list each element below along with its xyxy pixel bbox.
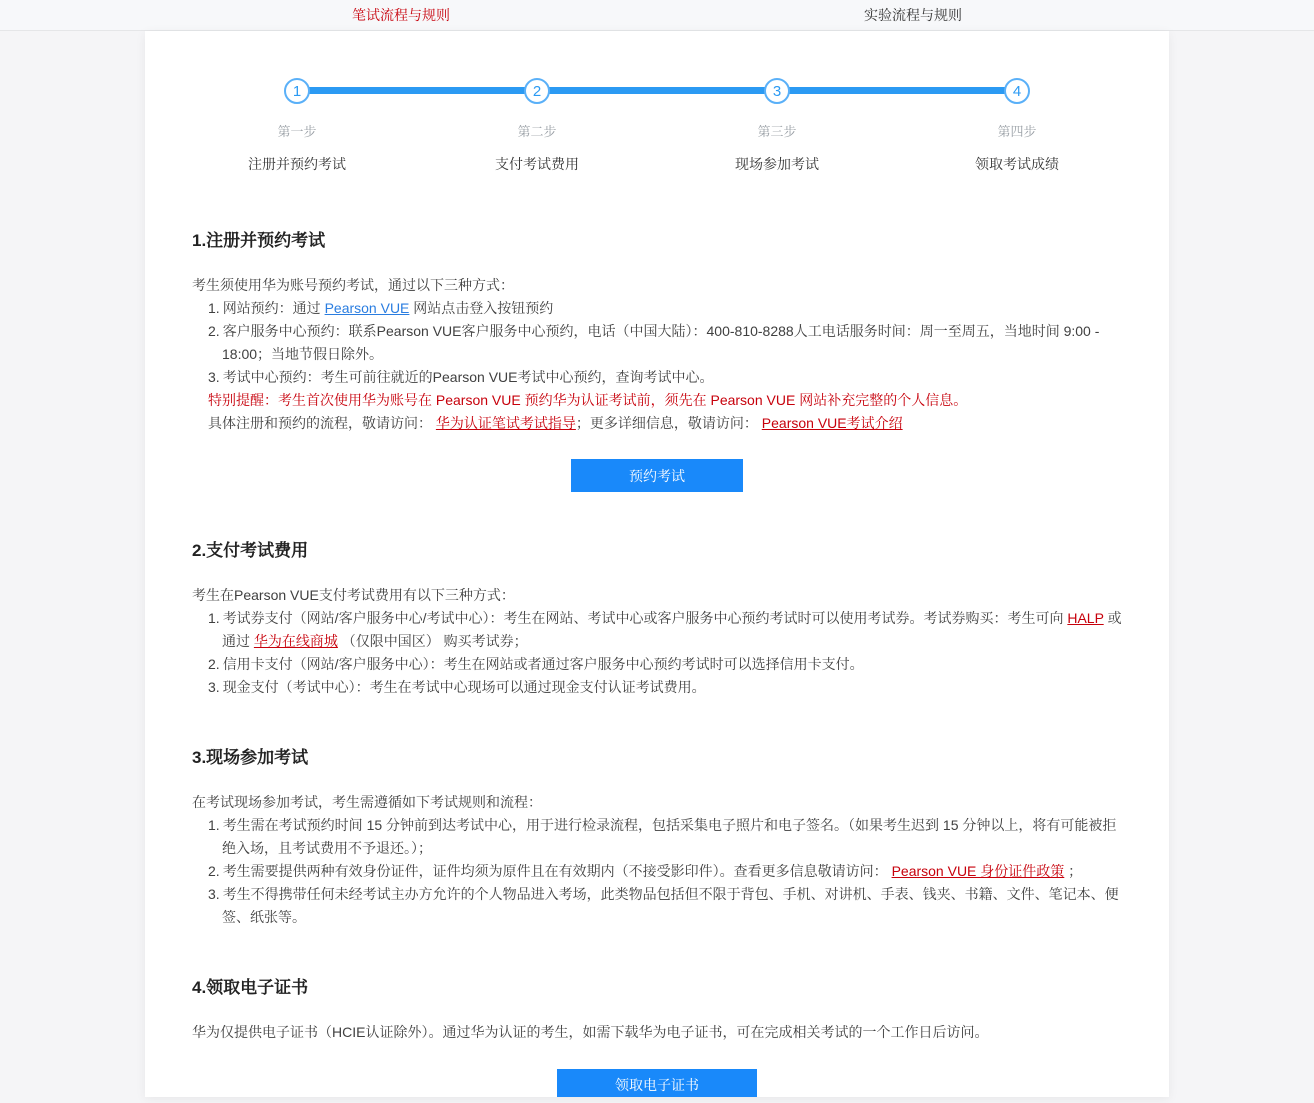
list-item-text: 考试券支付（网站/客户服务中心/考试中心）：考生在网站、考试中心或客户服务中心预约考试时可以使用考试券。考试券购买：考生可向: [222, 610, 1068, 626]
list-item-text: 考生需在考试预约时间 15 分钟前到达考试中心，用于进行检录流程，包括采集电子照片和电子签名。（如果考生迟到 15 分钟以上，将有可能被拒绝入场，且考试费用不予退还。）；: [222, 817, 1117, 856]
section-register-and-book: [192, 226, 1122, 492]
section-attend-exam-onsite: [192, 743, 1122, 929]
list-item-text: （仅限中国区） 购买考试券；: [337, 633, 528, 649]
list-item-text: 网站点击登入按钮预约: [409, 300, 554, 316]
section-3-intro: 在考试现场参加考试，考生需遵循如下考试规则和流程：: [192, 794, 542, 810]
list-item-text: ；: [1064, 863, 1083, 879]
step-4-name: 领取考试成绩: [975, 156, 1059, 172]
step-1-number-badge: 1: [284, 78, 310, 104]
list-item-number: 1.: [208, 817, 220, 833]
section-get-e-certificate: [192, 973, 1122, 1097]
list-item: [208, 297, 1122, 320]
list-item-number: 3.: [208, 679, 220, 695]
list-item-text: 网站预约：通过: [222, 300, 325, 316]
step-2-name: 支付考试费用: [495, 156, 579, 172]
step-3-name: 现场参加考试: [735, 156, 819, 172]
stepper-connector-line: [297, 87, 1017, 94]
section-3-heading: 3.现场参加考试: [192, 748, 309, 767]
list-item-text: 考试中心预约：考生可前往就近的Pearson VUE考试中心预约，查询考试中心。: [222, 369, 714, 385]
tab-container: [145, 0, 1169, 30]
book-exam-button[interactable]: 预约考试: [571, 459, 743, 492]
list-item: [208, 860, 1122, 883]
get-certificate-button[interactable]: 领取电子证书: [557, 1069, 757, 1097]
tab-bar: [0, 0, 1314, 31]
section-1-heading: 1.注册并预约考试: [192, 231, 326, 250]
step-4-label: 第四步: [997, 124, 1037, 139]
tab-written-exam-process[interactable]: 笔试流程与规则: [352, 7, 450, 23]
stepper: [145, 31, 1169, 174]
list-item: [208, 653, 1122, 676]
note-text: ；更多详细信息，敬请访问：: [575, 415, 762, 431]
list-item-number: 3.: [208, 369, 220, 385]
list-item-text: 现金支付（考试中心）：考生在考试中心现场可以通过现金支付认证考试费用。: [222, 679, 706, 695]
list-item: [208, 366, 1122, 389]
section-2-heading: 2.支付考试费用: [192, 541, 309, 560]
step-2-label: 第二步: [517, 124, 557, 139]
pearson-vue-exam-intro-link[interactable]: Pearson VUE考试介绍: [761, 415, 903, 431]
list-item-text: 或通过: [222, 610, 1122, 649]
page-content: [145, 226, 1169, 1097]
section-pay-exam-fee: [192, 536, 1122, 699]
note-text: 具体注册和预约的流程，敬请访问：: [208, 415, 436, 431]
list-item-number: 1.: [208, 300, 220, 316]
list-item-number: 3.: [208, 886, 220, 902]
halp-link[interactable]: HALP: [1067, 610, 1104, 626]
list-item: [208, 607, 1122, 653]
list-item-number: 2.: [208, 863, 220, 879]
section-2-intro: 考生在Pearson VUE支付考试费用有以下三种方式：: [192, 587, 515, 603]
step-4-number-badge: 4: [1004, 78, 1030, 104]
step-2-number-badge: 2: [524, 78, 550, 104]
id-policy-link[interactable]: Pearson VUE 身份证件政策: [891, 863, 1065, 879]
list-item-text: 客户服务中心预约：联系Pearson VUE客户服务中心预约，电话（中国大陆）：400-810-8288人工电话服务时间：周一至周五，当地时间 9:00 - 18:00；当地节假日除外。: [222, 323, 1100, 362]
list-item: [208, 320, 1122, 366]
list-item-number: 2.: [208, 656, 220, 672]
list-item: [208, 676, 1122, 699]
step-1-name: 注册并预约考试: [248, 156, 346, 172]
section-4-heading: 4.领取电子证书: [192, 978, 309, 997]
list-item-number: 1.: [208, 610, 220, 626]
list-item: [208, 814, 1122, 860]
tab-lab-exam-process[interactable]: 实验流程与规则: [864, 7, 962, 23]
list-item-text: 考生需要提供两种有效身份证件，证件均须为原件且在有效期内（不接受影印件）。查看更多信息敬请访问：: [222, 863, 892, 879]
registration-guide-note: [208, 412, 1122, 435]
content-card: [145, 31, 1169, 1097]
pearson-vue-link[interactable]: Pearson VUE: [324, 300, 410, 316]
special-reminder-note: 特别提醒：考生首次使用华为账号在 Pearson VUE 预约华为认证考试前，须先在 Pearson VUE 网站补充完整的个人信息。: [208, 392, 968, 408]
list-item: [208, 883, 1122, 929]
step-3-label: 第三步: [757, 124, 797, 139]
list-item-text: 考生不得携带任何未经考试主办方允许的个人物品进入考场，此类物品包括但不限于背包、手机、对讲机、手表、钱夹、书籍、文件、笔记本、便签、纸张等。: [222, 886, 1119, 925]
step-1-label: 第一步: [277, 124, 317, 139]
section-1-intro: 考生须使用华为账号预约考试，通过以下三种方式：: [192, 277, 514, 293]
list-item-text: 信用卡支付（网站/客户服务中心）：考生在网站或者通过客户服务中心预约考试时可以选择信用卡支付。: [222, 656, 864, 672]
section-4-intro: 华为仅提供电子证书（HCIE认证除外）。通过华为认证的考生，如需下载华为电子证书，可在完成相关考试的一个工作日后访问。: [192, 1024, 989, 1040]
written-exam-guide-link[interactable]: 华为认证笔试考试指导: [435, 415, 576, 431]
list-item-number: 2.: [208, 323, 220, 339]
huawei-online-store-link[interactable]: 华为在线商城: [253, 633, 338, 649]
step-3-number-badge: 3: [764, 78, 790, 104]
